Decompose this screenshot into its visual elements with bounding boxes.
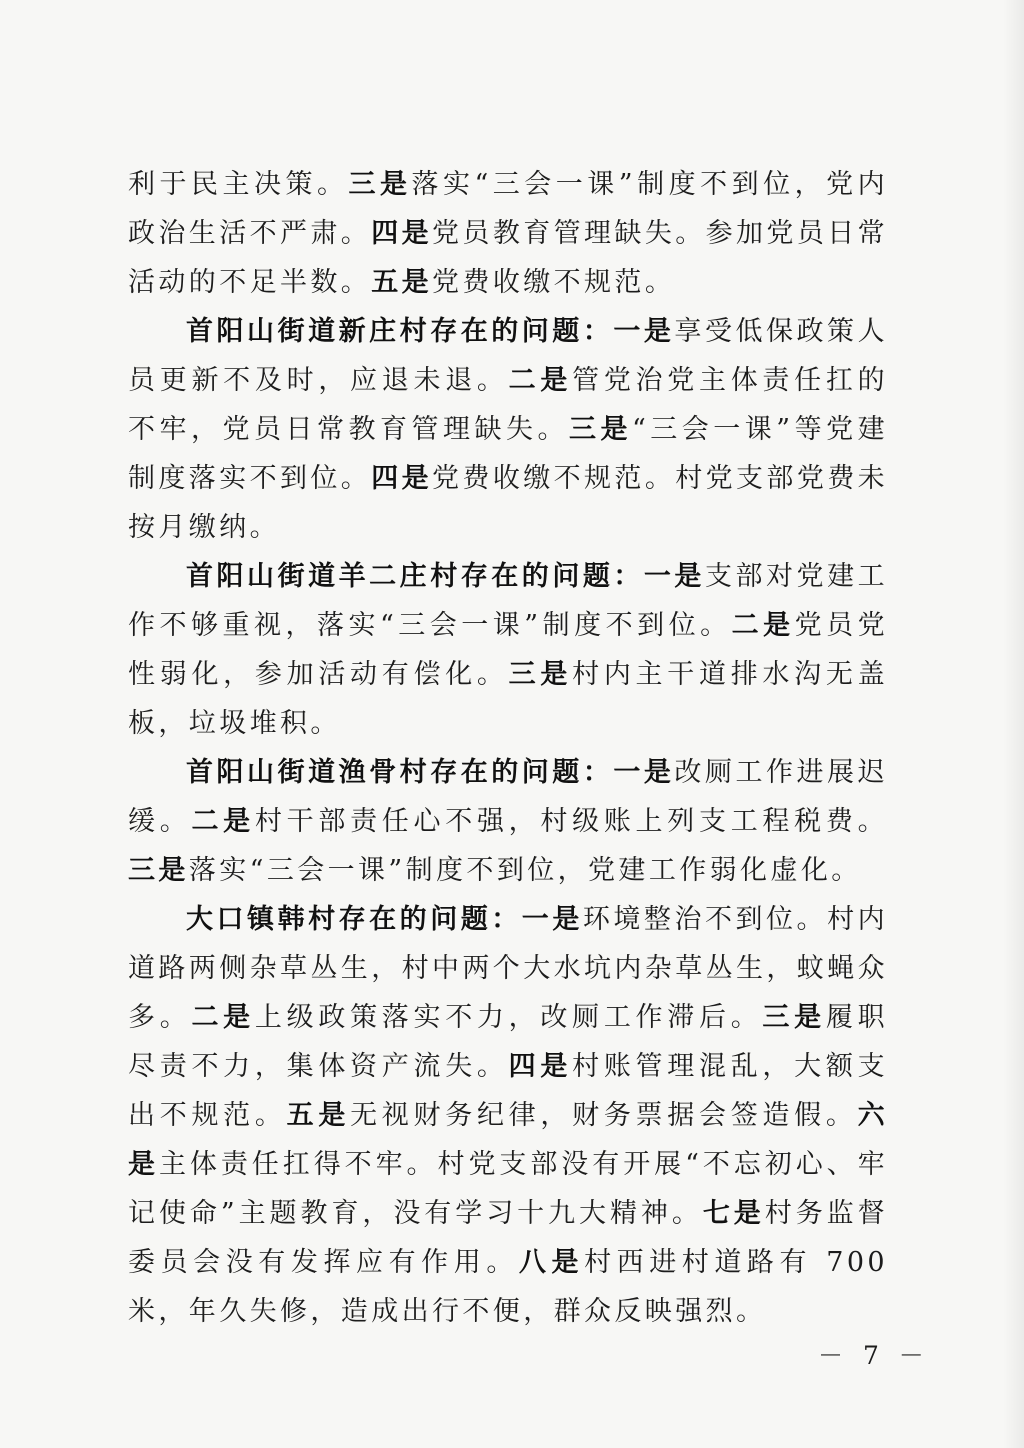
body-text (128, 160, 888, 1336)
text-segment: 村务监督委员会没有发挥应有作用。 (128, 1198, 888, 1278)
bold-text-segment: 一是 (643, 561, 705, 592)
bold-text-segment: 三是 (348, 169, 412, 200)
bold-text-segment: 二是 (191, 1002, 255, 1033)
bold-text-segment: 三是 (568, 414, 632, 445)
text-segment: “三会一课”等党建制度落实不到位。 (128, 414, 888, 494)
bold-text-segment: 二是 (731, 610, 795, 641)
bold-text-segment: 一是 (613, 316, 675, 347)
text-segment: 主体责任扛得不牢。村党支部没有开展“不忘初心、牢记使命”主题教育，没有学习十九大精神。 (128, 1149, 888, 1229)
bold-text-segment: 四是 (371, 218, 433, 249)
text-segment: 党员教育管理缺失。参加党员日常活动的不足半数。 (128, 218, 889, 298)
bold-text-segment: 三是 (762, 1002, 826, 1033)
text-segment: 改厕工作进展迟缓。 (128, 757, 888, 837)
bold-text-segment: 首阳山街道渔骨村存在的问题： (186, 757, 614, 788)
scan-edge-shadow (1003, 0, 1024, 1448)
bold-text-segment: 首阳山街道羊二庄村存在的问题： (186, 561, 644, 592)
text-segment: 村干部责任心不强，村级账上列支工程税费。 (254, 806, 888, 837)
bold-text-segment: 四是 (371, 463, 433, 494)
bold-text-segment: 七是 (702, 1198, 765, 1229)
text-segment: 村西进村道路有 700 米，年久失修，造成出行不便，群众反映强烈。 (128, 1247, 888, 1327)
bold-text-segment: 大口镇韩村存在的问题： (186, 904, 522, 935)
text-segment: 村账管理混乱，大额支出不规范。 (128, 1051, 888, 1131)
text-segment: 落实“三会一课”制度不到位，党建工作弱化虚化。 (188, 855, 862, 886)
bold-text-segment: 首阳山街道新庄村存在的问题： (186, 316, 614, 347)
bold-text-segment: 四是 (508, 1051, 573, 1082)
text-segment: 支部对党建工作不够重视，落实“三会一课”制度不到位。 (128, 561, 889, 641)
text-segment: 履职尽责不力，集体资产流失。 (128, 1002, 888, 1082)
text-segment: 无视财务纪律，财务票据会签造假。 (350, 1100, 858, 1131)
text-segment: 落实“三会一课”制度不到位，党内政治生活不严肃。 (128, 169, 888, 249)
paragraph (128, 895, 888, 1336)
text-segment: 党员党性弱化，参加活动有偿化。 (128, 610, 888, 690)
bold-text-segment: 五是 (371, 267, 433, 298)
page-number: － 7 － (818, 1341, 930, 1370)
text-segment: 上级政策落实不力，改厕工作滞后。 (254, 1002, 763, 1033)
bold-text-segment: 六是 (128, 1100, 888, 1180)
text-segment: 利于民主决策。 (128, 169, 349, 200)
text-segment: 党费收缴不规范。 (432, 267, 676, 298)
bold-text-segment: 二是 (508, 365, 573, 396)
text-segment: 管党治党主体责任扛的不牢，党员日常教育管理缺失。 (128, 365, 888, 445)
paragraph (128, 160, 888, 307)
text-segment: 环境整治不到位。村内道路两侧杂草丛生，村中两个大水坑内杂草丛生，蚊蝇众多。 (128, 904, 888, 1033)
text-segment: 享受低保政策人员更新不及时，应退未退。 (128, 316, 888, 396)
bold-text-segment: 一是 (521, 904, 583, 935)
bold-text-segment: 三是 (508, 659, 573, 690)
paragraph (128, 552, 888, 748)
bold-text-segment: 一是 (613, 757, 675, 788)
paragraph (128, 748, 888, 895)
bold-text-segment: 八是 (518, 1247, 585, 1278)
bold-text-segment: 三是 (128, 855, 189, 886)
bold-text-segment: 五是 (286, 1100, 351, 1131)
paragraph (128, 307, 888, 552)
text-segment: 村内主干道排水沟无盖板，垃圾堆积。 (128, 659, 888, 739)
bold-text-segment: 二是 (191, 806, 255, 837)
text-segment: 党费收缴不规范。村党支部党费未按月缴纳。 (128, 463, 889, 543)
